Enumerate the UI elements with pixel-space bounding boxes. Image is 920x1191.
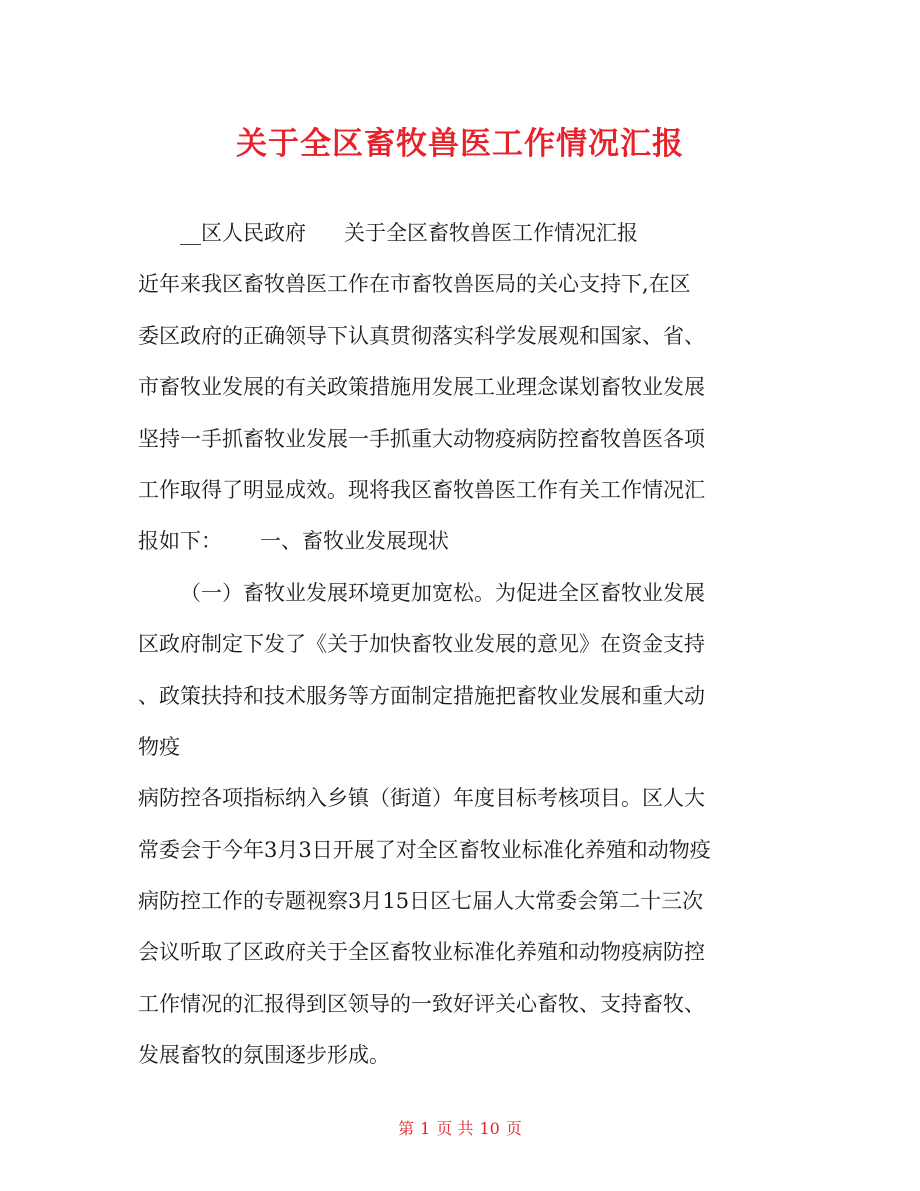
paragraph-line: 病防控各项指标纳入乡镇（街道）年度目标考核项目。区人大 (138, 786, 705, 811)
report-intro-text: 报如下： (138, 529, 222, 554)
issuer-text: __区人民政府 (180, 221, 306, 245)
page-label-prefix: 第 (398, 1119, 415, 1138)
paragraph-line: 工作取得了明显成效。现将我区畜牧兽医工作有关工作情况汇 (138, 477, 705, 502)
paragraph-line: 病防控工作的专题视察3月15日区七届人大常委会第二十三次 (138, 889, 704, 914)
document-body (138, 213, 798, 1087)
document-title: 关于全区畜牧兽医工作情况汇报 (236, 126, 684, 162)
page-label-suffix: 页 (505, 1119, 522, 1138)
paragraph-line: 委区政府的正确领导下认真贯彻落实科学发展观和国家、省、 (138, 323, 705, 348)
report-line (138, 521, 798, 572)
paragraph-line: 区政府制定下发了《关于加快畜牧业发展的意见》在资金支持 (138, 632, 705, 657)
paragraph-line: 坚持一手抓畜牧业发展一手抓重大动物疫病防控畜牧兽医各项 (138, 426, 705, 451)
page-total: 10 (479, 1119, 500, 1138)
page-current: 1 (420, 1119, 431, 1138)
paragraph-line: 市畜牧业发展的有关政策措施用发展工业理念谋划畜牧业发展 (138, 375, 705, 400)
paragraph-line: 近年来我区畜牧兽医工作在市畜牧兽医局的关心支持下,在区 (138, 272, 691, 297)
paragraph-line: 会议听取了区政府关于全区畜牧业标准化养殖和动物疫病防控 (138, 940, 705, 965)
header-subject-text: 关于全区畜牧兽医工作情况汇报 (344, 221, 638, 245)
section-heading: 一、畜牧业发展现状 (260, 529, 449, 554)
page-label-mid: 页 共 (436, 1119, 474, 1138)
paragraph-line: （一）畜牧业发展环境更加宽松。为促进全区畜牧业发展 (180, 580, 705, 605)
paragraph-line: 物疫 (138, 734, 180, 759)
paragraph-line: 工作情况的汇报得到区领导的一致好评关心畜牧、支持畜牧、 (138, 991, 705, 1016)
page-footer (0, 1116, 920, 1139)
header-line (138, 213, 798, 264)
paragraph-line: 常委会于今年3月3日开展了对全区畜牧业标准化养殖和动物疫 (138, 837, 711, 862)
paragraph-line: 、政策扶持和技术服务等方面制定措施把畜牧业发展和重大动 (138, 683, 705, 708)
paragraph-line: 发展畜牧的氛围逐步形成。 (138, 1043, 390, 1068)
